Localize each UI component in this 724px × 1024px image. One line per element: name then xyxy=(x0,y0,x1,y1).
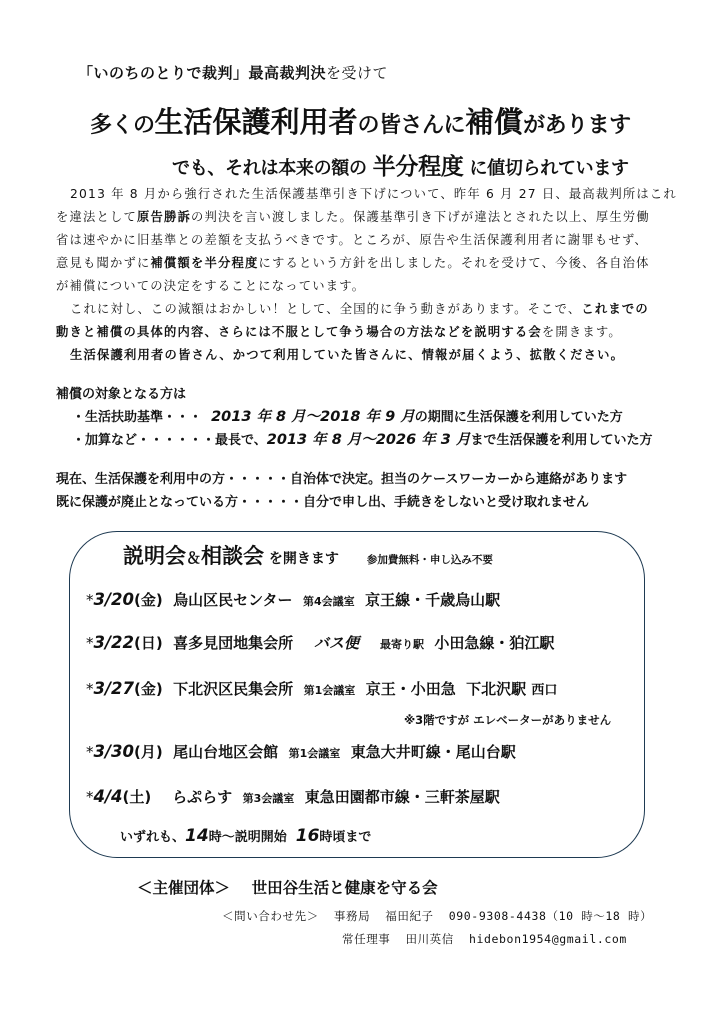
time-text: 時～説明開始 xyxy=(208,830,296,845)
event-weekday: (日) xyxy=(133,634,163,652)
main-title-part: があります xyxy=(523,113,631,138)
event-exit: 西口 xyxy=(531,683,558,698)
status-current: 現在、生活保護を利用中の方・・・・・自治体で決定。担当のケースワーカーから連絡があります xyxy=(56,472,628,487)
body-line xyxy=(56,207,650,225)
event-room: 第4会議室 xyxy=(303,595,355,608)
event-access: 京王線・千歳烏山駅 xyxy=(365,591,501,609)
sub-title-emphasis: 半分程度 xyxy=(372,154,464,180)
event-venue: 下北沢区民集会所 xyxy=(173,680,294,698)
event-row xyxy=(86,589,500,610)
event-row xyxy=(86,632,554,653)
bullet-star-icon: * xyxy=(86,634,94,652)
meetings-title-part: 説明会 xyxy=(123,544,186,568)
event-row xyxy=(86,678,557,699)
meetings-title-part: 相談会 xyxy=(201,544,265,568)
pre-title-light: を受けて xyxy=(326,64,389,82)
event-weekday: (金) xyxy=(133,591,163,609)
time-text: いずれも、 xyxy=(120,830,186,845)
contact-label: ＜問い合わせ先＞ xyxy=(222,909,319,923)
main-title-part: の皆さんに xyxy=(357,113,466,138)
event-weekday: (月) xyxy=(133,743,163,761)
bullet-star-icon: * xyxy=(86,743,94,761)
meetings-time xyxy=(120,826,371,846)
event-weekday: (金) xyxy=(133,680,163,698)
time-text: 時頃まで xyxy=(319,830,372,845)
contact-role: 事務局 xyxy=(333,909,371,923)
sub-title-part: でも、それは本来の額の xyxy=(172,158,373,179)
body-line xyxy=(56,253,650,271)
eligibility-suffix: まで生活保護を利用していた方 xyxy=(470,433,653,448)
event-date: 4/4 xyxy=(93,787,123,806)
eligibility-label: ・加算など・・・・・・最長で、 xyxy=(72,433,267,448)
body-line xyxy=(70,299,649,317)
body-text: これに対し、この減額はおかしい！として、全国的に争う動きがあります。そこで、 xyxy=(70,302,582,316)
main-title-emphasis: 生活保護利用者 xyxy=(154,105,358,139)
body-text: 意見も聞かずに xyxy=(56,256,151,270)
bullet-star-icon: * xyxy=(86,680,94,698)
meetings-fee-note: 参加費無料・申し込み不要 xyxy=(366,554,493,566)
main-title-emphasis: 補償 xyxy=(465,105,524,139)
event-date: 3/27 xyxy=(93,679,134,698)
bullet-star-icon: * xyxy=(86,788,94,806)
body-emphasis: これまでの xyxy=(581,302,649,316)
organizer-label: ＜主催団体＞ xyxy=(137,879,231,897)
contact-email[interactable]: hidebon1954@gmail.com xyxy=(468,932,627,946)
meetings-title-part: を開きます xyxy=(264,551,339,567)
event-date: 3/22 xyxy=(93,633,134,652)
meetings-title xyxy=(123,540,493,570)
organizer xyxy=(137,876,438,898)
contact-name: 田川英信 xyxy=(405,932,454,946)
body-line: 省は速やかに旧基準との差額を支払うべきです。ところが、原告や生活保護利用者に謝罪もせず、 xyxy=(56,233,648,247)
end-hour: 16 xyxy=(295,826,320,846)
event-room: 第1会議室 xyxy=(303,684,356,697)
eligibility-suffix: の期間に生活保護を利用していた方 xyxy=(414,410,623,425)
contact-phone[interactable]: 090-9308-4438（10 時～18 時） xyxy=(448,909,653,923)
eligibility-item xyxy=(72,428,652,449)
sub-title-part: に値切られています xyxy=(463,158,629,179)
event-room: 第3会議室 xyxy=(242,792,295,805)
pre-title xyxy=(78,62,388,83)
event-venue: 烏山区民センター xyxy=(173,591,293,609)
event-note: ※3階ですが エレベーターがありません xyxy=(404,713,612,727)
event-venue: 尾山台地区会館 xyxy=(173,743,279,761)
body-line: 生活保護利用者の皆さん、かつて利用していた皆さんに、情報が届くよう、拡散ください。 xyxy=(70,348,625,362)
pre-title-bold: 「いのちのとりで裁判」最高裁判決 xyxy=(78,64,327,82)
body-emphasis: 補償額を半分程度 xyxy=(150,256,259,270)
event-access: 東急田園都市線・三軒茶屋駅 xyxy=(304,788,500,806)
body-text: を違法として xyxy=(56,210,137,224)
body-emphasis: 動きと補償の具体的内容、さらには不服として争う場合の方法などを説明する会 xyxy=(56,325,542,339)
body-line: が補償についての決定をすることになっています。 xyxy=(56,279,366,293)
event-row xyxy=(86,786,500,807)
organizer-name: 世田谷生活と健康を守る会 xyxy=(251,879,438,897)
event-access: 東急大井町線・尾山台駅 xyxy=(350,743,516,761)
main-title xyxy=(90,100,631,141)
eligibility-item xyxy=(72,405,623,426)
event-row xyxy=(86,741,516,762)
eligibility-period: 2013 年 8 月～2018 年 9 月 xyxy=(211,409,415,425)
body-text: を開きます。 xyxy=(541,325,622,339)
eligibility-label: ・生活扶助基準・・・ xyxy=(72,410,212,425)
start-hour: 14 xyxy=(185,826,209,846)
bullet-star-icon: * xyxy=(86,591,94,609)
body-line xyxy=(56,322,622,340)
event-weekday: (土) xyxy=(122,788,152,806)
contact-name: 福田紀子 xyxy=(385,909,434,923)
event-venue: らぷらす xyxy=(172,788,233,806)
status-former: 既に保護が廃止となっている方・・・・・自分で申し出、手続きをしないと受け取れません xyxy=(56,495,590,510)
body-line: 2013 年 8 月から強行された生活保護基準引き下げについて、昨年 6 月 27 日、最高裁判所はこれ xyxy=(70,187,677,201)
main-title-part: 多くの xyxy=(90,113,155,138)
event-access: 京王・小田急 下北沢駅 xyxy=(365,680,527,698)
contact-director xyxy=(342,931,627,947)
event-access: 小田急線・狛江駅 xyxy=(434,634,555,652)
body-text: にするという方針を出しました。それを受けて、今後、各自治体 xyxy=(258,256,650,270)
event-room: 第1会議室 xyxy=(288,747,341,760)
eligibility-period: 2013 年 8 月～2026 年 3 月 xyxy=(266,432,471,448)
contact-role: 常任理事 xyxy=(342,932,391,946)
event-date: 3/20 xyxy=(93,590,134,609)
eligibility-heading: 補償の対象となる方は xyxy=(56,387,187,402)
meetings-title-amp: ＆ xyxy=(186,549,202,567)
event-date: 3/30 xyxy=(93,742,134,761)
event-venue: 喜多見団地集会所 xyxy=(173,634,294,652)
event-nearest-label: 最寄り駅 xyxy=(379,638,424,651)
event-transport: バス便 xyxy=(314,634,360,652)
body-emphasis: 原告勝訴 xyxy=(136,210,191,224)
contact-office xyxy=(222,908,652,924)
body-text: の判決を言い渡しました。保護基準引き下げが違法とされた以上、厚生労働 xyxy=(190,210,650,224)
sub-title xyxy=(172,148,629,181)
